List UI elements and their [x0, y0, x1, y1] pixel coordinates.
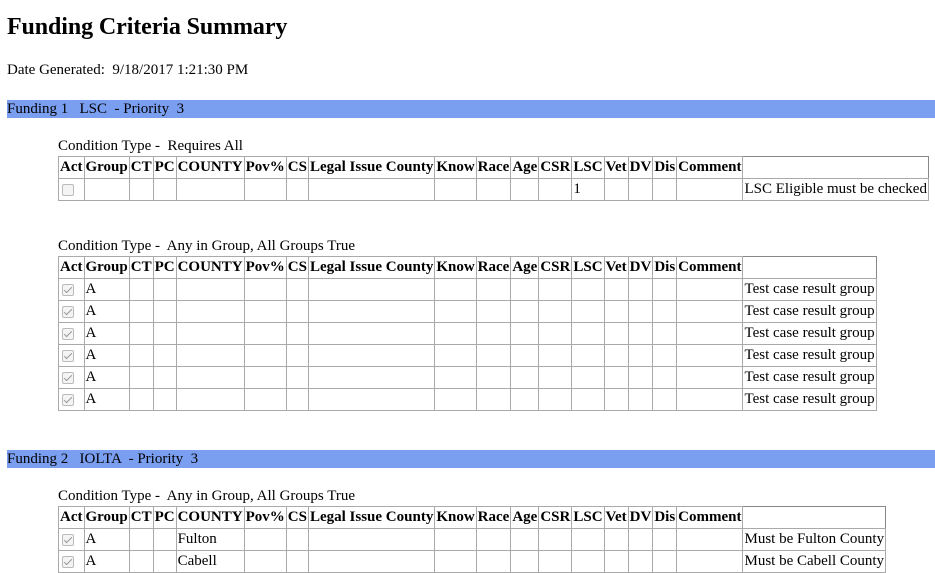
table-cell: Fulton — [176, 529, 244, 551]
comment-cell: Test case result group — [743, 367, 876, 389]
table-cell — [677, 323, 743, 345]
column-header: CT — [129, 157, 153, 179]
date-label: Date Generated: — [7, 62, 105, 78]
table-cell — [511, 323, 539, 345]
act-cell — [59, 367, 85, 389]
column-header: Know — [435, 257, 476, 279]
column-header: Act — [59, 507, 85, 529]
table-cell — [286, 367, 308, 389]
criteria-table — [58, 506, 886, 573]
table-cell — [628, 301, 653, 323]
table-cell — [435, 367, 476, 389]
comment-cell: Test case result group — [743, 389, 876, 411]
table-cell — [628, 323, 653, 345]
table-cell — [604, 179, 628, 201]
column-header: Dis — [653, 507, 677, 529]
column-header: PC — [153, 257, 176, 279]
comment-cell: Must be Fulton County — [743, 529, 886, 551]
table-row — [59, 279, 877, 301]
column-header: Act — [59, 257, 85, 279]
table-cell — [476, 345, 511, 367]
table-cell — [435, 179, 476, 201]
column-header: COUNTY — [176, 507, 244, 529]
table-cell — [572, 279, 604, 301]
table-cell — [129, 345, 153, 367]
column-header: Age — [511, 257, 539, 279]
act-cell — [59, 279, 85, 301]
table-row — [59, 345, 877, 367]
table-cell — [129, 179, 153, 201]
table-cell — [628, 367, 653, 389]
comment-cell: Must be Cabell County — [743, 551, 886, 573]
table-cell: A — [84, 389, 129, 411]
table-cell — [653, 345, 677, 367]
table-cell — [129, 529, 153, 551]
column-header: Age — [511, 507, 539, 529]
table-cell — [604, 367, 628, 389]
table-cell — [511, 551, 539, 573]
column-header: Vet — [604, 507, 628, 529]
table-cell — [129, 389, 153, 411]
table-cell — [572, 367, 604, 389]
table-cell — [677, 345, 743, 367]
column-header: Race — [476, 157, 511, 179]
act-cell — [59, 529, 85, 551]
column-header: LSC — [572, 257, 604, 279]
table-cell — [604, 323, 628, 345]
table-cell — [539, 389, 572, 411]
table-cell — [476, 179, 511, 201]
column-header: DV — [628, 157, 653, 179]
table-cell — [653, 179, 677, 201]
active-checkbox[interactable] — [62, 306, 74, 318]
date-generated — [7, 62, 248, 79]
column-header: COUNTY — [176, 257, 244, 279]
table-cell — [476, 323, 511, 345]
table-cell: A — [84, 551, 129, 573]
table-cell — [286, 345, 308, 367]
column-header: Dis — [653, 257, 677, 279]
column-header: Group — [84, 157, 129, 179]
table-cell: A — [84, 279, 129, 301]
table-cell — [511, 367, 539, 389]
table-cell — [628, 345, 653, 367]
column-header: Know — [435, 157, 476, 179]
table-cell — [176, 367, 244, 389]
active-checkbox[interactable] — [62, 556, 74, 568]
table-cell — [308, 551, 434, 573]
table-cell — [435, 389, 476, 411]
table-cell — [308, 323, 434, 345]
comment-cell: Test case result group — [743, 279, 876, 301]
column-header: CSR — [539, 157, 572, 179]
table-cell — [435, 279, 476, 301]
active-checkbox[interactable] — [62, 328, 74, 340]
table-cell — [604, 301, 628, 323]
criteria-table — [58, 256, 877, 411]
table-cell — [286, 389, 308, 411]
table-cell — [511, 301, 539, 323]
column-header: Group — [84, 257, 129, 279]
table-cell: Cabell — [176, 551, 244, 573]
act-cell — [59, 301, 85, 323]
table-cell — [604, 389, 628, 411]
table-cell — [153, 529, 176, 551]
table-cell — [153, 179, 176, 201]
column-header: PC — [153, 507, 176, 529]
table-cell — [129, 279, 153, 301]
table-cell — [511, 529, 539, 551]
table-cell — [628, 551, 653, 573]
column-header: Legal Issue County — [308, 257, 434, 279]
active-checkbox[interactable] — [62, 184, 74, 196]
table-cell — [129, 551, 153, 573]
column-header: DV — [628, 257, 653, 279]
table-cell — [308, 345, 434, 367]
table-cell — [653, 323, 677, 345]
table-cell — [308, 179, 434, 201]
column-header: Pov% — [244, 507, 286, 529]
column-header: Vet — [604, 257, 628, 279]
act-cell — [59, 179, 85, 201]
table-cell: 1 — [572, 179, 604, 201]
table-cell — [308, 367, 434, 389]
table-cell — [653, 301, 677, 323]
table-header-row — [59, 157, 929, 179]
table-cell — [84, 179, 129, 201]
table-header-row — [59, 507, 886, 529]
table-cell — [677, 529, 743, 551]
table-cell — [677, 279, 743, 301]
table-cell — [153, 389, 176, 411]
table-cell — [539, 279, 572, 301]
column-header: Race — [476, 257, 511, 279]
column-header: Pov% — [244, 157, 286, 179]
comment-cell: Test case result group — [743, 301, 876, 323]
table-cell — [539, 323, 572, 345]
column-header: Vet — [604, 157, 628, 179]
table-cell — [435, 323, 476, 345]
column-header: CSR — [539, 257, 572, 279]
table-cell — [653, 367, 677, 389]
column-header: Legal Issue County — [308, 507, 434, 529]
table-cell — [539, 345, 572, 367]
table-cell — [653, 551, 677, 573]
column-header: CS — [286, 257, 308, 279]
table-cell: A — [84, 301, 129, 323]
active-checkbox[interactable] — [62, 394, 74, 406]
table-cell — [435, 301, 476, 323]
table-cell — [476, 389, 511, 411]
table-row — [59, 179, 929, 201]
column-header: Comment — [677, 157, 743, 179]
table-cell — [286, 279, 308, 301]
funding-header-1: Funding 1 LSC - Priority 3 — [7, 100, 935, 118]
condition-type-label: Condition Type - Any in Group, All Groups True — [58, 488, 356, 504]
column-header: Act — [59, 157, 85, 179]
table-row — [59, 367, 877, 389]
comment-cell: Test case result group — [743, 323, 876, 345]
table-cell — [572, 389, 604, 411]
table-cell — [244, 179, 286, 201]
table-cell — [286, 179, 308, 201]
table-cell — [653, 529, 677, 551]
table-cell: A — [84, 367, 129, 389]
table-cell — [176, 279, 244, 301]
table-cell — [572, 529, 604, 551]
column-header: PC — [153, 157, 176, 179]
condition-type-label: Condition Type - Any in Group, All Groups True — [58, 238, 356, 254]
table-cell — [677, 179, 743, 201]
table-cell — [677, 367, 743, 389]
column-header: DV — [628, 507, 653, 529]
table-cell — [286, 551, 308, 573]
table-cell — [244, 551, 286, 573]
table-cell — [628, 179, 653, 201]
page-title: Funding Criteria Summary — [7, 14, 288, 40]
column-header: COUNTY — [176, 157, 244, 179]
table-cell — [286, 323, 308, 345]
active-checkbox[interactable] — [62, 284, 74, 296]
criteria-table — [58, 156, 929, 201]
table-cell — [653, 279, 677, 301]
table-cell: A — [84, 323, 129, 345]
column-header: Race — [476, 507, 511, 529]
table-cell — [677, 551, 743, 573]
table-cell — [153, 367, 176, 389]
table-row — [59, 529, 886, 551]
column-header: CT — [129, 257, 153, 279]
column-header: Pov% — [244, 257, 286, 279]
table-cell — [129, 367, 153, 389]
table-cell — [286, 529, 308, 551]
table-cell — [308, 279, 434, 301]
table-cell — [176, 301, 244, 323]
table-row — [59, 389, 877, 411]
table-cell — [511, 389, 539, 411]
table-cell — [572, 551, 604, 573]
table-cell — [129, 323, 153, 345]
table-cell — [511, 345, 539, 367]
column-header: CS — [286, 507, 308, 529]
table-cell — [539, 551, 572, 573]
table-cell — [476, 279, 511, 301]
table-cell — [308, 301, 434, 323]
column-header: CSR — [539, 507, 572, 529]
act-cell — [59, 345, 85, 367]
active-checkbox[interactable] — [62, 534, 74, 546]
table-cell — [539, 367, 572, 389]
table-cell — [153, 551, 176, 573]
table-cell — [539, 529, 572, 551]
table-cell — [244, 323, 286, 345]
table-cell — [129, 301, 153, 323]
table-cell — [286, 301, 308, 323]
table-cell — [308, 389, 434, 411]
act-cell — [59, 323, 85, 345]
table-cell — [308, 529, 434, 551]
comment-cell: Test case result group — [743, 345, 876, 367]
active-checkbox[interactable] — [62, 372, 74, 384]
table-cell — [653, 389, 677, 411]
table-cell — [244, 529, 286, 551]
column-header: CS — [286, 157, 308, 179]
comment-cell: LSC Eligible must be checked — [743, 179, 928, 201]
table-row — [59, 323, 877, 345]
table-cell — [476, 551, 511, 573]
table-cell — [476, 529, 511, 551]
table-cell — [244, 345, 286, 367]
table-row — [59, 301, 877, 323]
table-cell — [244, 389, 286, 411]
table-cell: A — [84, 529, 129, 551]
table-cell — [176, 323, 244, 345]
table-cell — [572, 323, 604, 345]
column-header: Group — [84, 507, 129, 529]
table-cell: A — [84, 345, 129, 367]
date-value: 9/18/2017 1:21:30 PM — [112, 62, 249, 78]
table-cell — [435, 345, 476, 367]
table-cell — [628, 529, 653, 551]
column-header: CT — [129, 507, 153, 529]
table-cell — [677, 389, 743, 411]
column-header: LSC — [572, 157, 604, 179]
table-cell — [539, 179, 572, 201]
table-cell — [476, 367, 511, 389]
table-cell — [176, 179, 244, 201]
table-cell — [244, 367, 286, 389]
table-cell — [153, 345, 176, 367]
table-cell — [435, 551, 476, 573]
column-header: Age — [511, 157, 539, 179]
column-header: Comment — [677, 507, 743, 529]
condition-type-label: Condition Type - Requires All — [58, 138, 243, 154]
table-cell — [176, 345, 244, 367]
table-cell — [604, 279, 628, 301]
active-checkbox[interactable] — [62, 350, 74, 362]
table-cell — [153, 323, 176, 345]
table-cell — [572, 301, 604, 323]
table-cell — [435, 529, 476, 551]
table-cell — [604, 345, 628, 367]
table-cell — [572, 345, 604, 367]
table-cell — [244, 301, 286, 323]
table-cell — [539, 301, 572, 323]
column-header: Legal Issue County — [308, 157, 434, 179]
table-row — [59, 551, 886, 573]
table-cell — [244, 279, 286, 301]
table-header-row — [59, 257, 877, 279]
act-cell — [59, 551, 85, 573]
table-cell — [604, 551, 628, 573]
table-cell — [511, 279, 539, 301]
column-header: LSC — [572, 507, 604, 529]
table-cell — [476, 301, 511, 323]
act-cell — [59, 389, 85, 411]
table-cell — [153, 301, 176, 323]
column-header: Know — [435, 507, 476, 529]
table-cell — [176, 389, 244, 411]
column-header: Comment — [677, 257, 743, 279]
table-cell — [511, 179, 539, 201]
column-header: Dis — [653, 157, 677, 179]
table-cell — [677, 301, 743, 323]
table-cell — [628, 389, 653, 411]
table-cell — [153, 279, 176, 301]
table-cell — [604, 529, 628, 551]
table-cell — [628, 279, 653, 301]
funding-header-2: Funding 2 IOLTA - Priority 3 — [7, 450, 935, 468]
